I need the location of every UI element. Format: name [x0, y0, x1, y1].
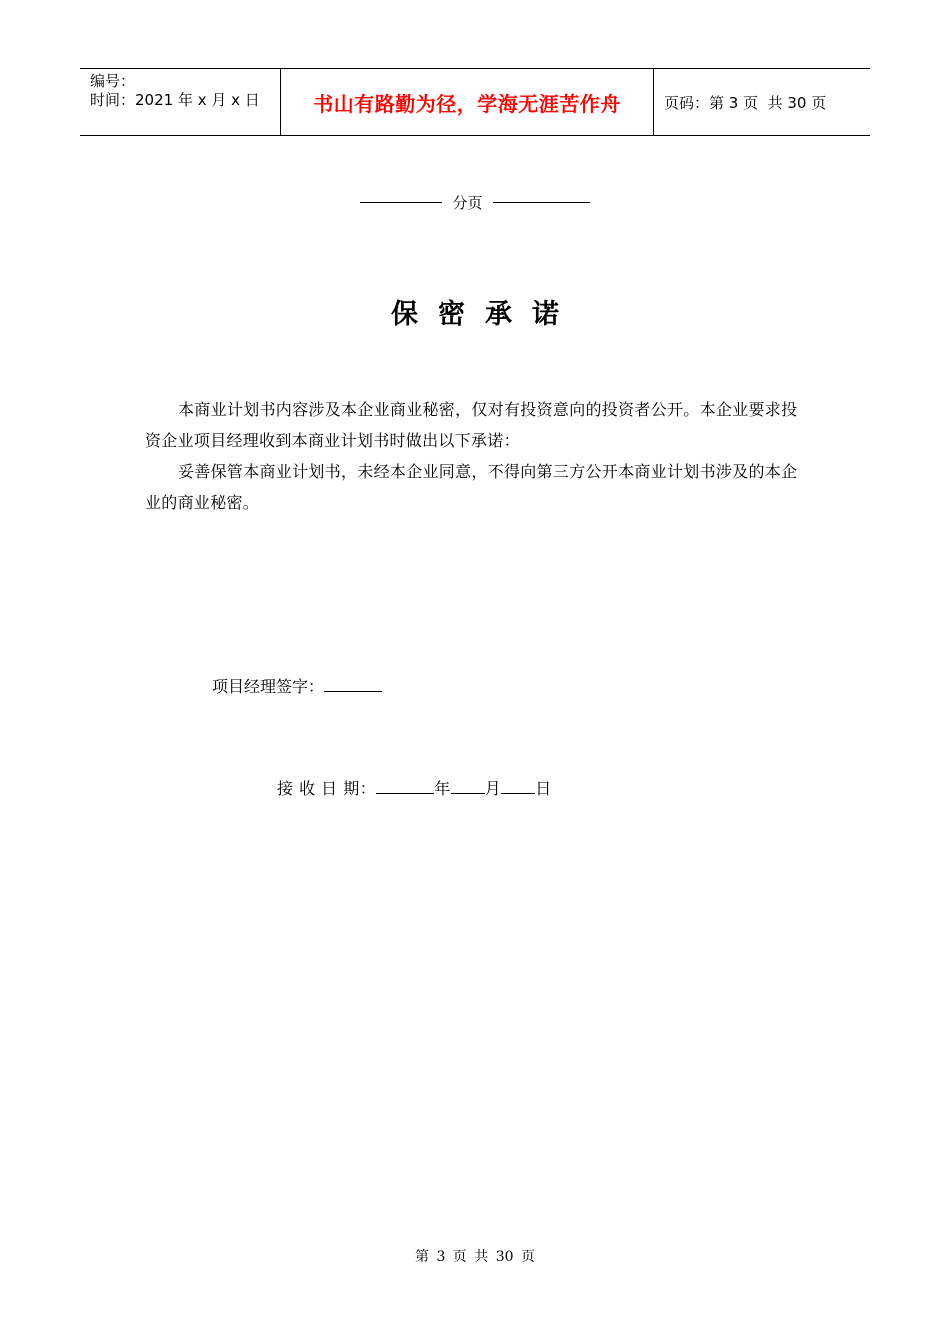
receipt-day-label: 日	[535, 779, 552, 798]
header-motto: 书山有路勤为径，学海无涯苦作舟	[281, 69, 654, 135]
receipt-month-blank[interactable]	[451, 777, 485, 794]
document-title: 保密承诺	[391, 299, 579, 330]
receipt-month-label: 月	[484, 779, 502, 798]
header-meta-cell	[80, 69, 281, 135]
page-break-marker	[0, 192, 950, 213]
header-page-info: 页码：第 3 页 共 30 页	[664, 93, 827, 112]
receipt-day-blank[interactable]	[501, 777, 535, 794]
page-break-line-right	[493, 202, 590, 203]
header-table	[80, 68, 870, 136]
header-time-label: 时间：2021 年 x 月 x 日	[90, 91, 260, 109]
receipt-year-blank[interactable]	[376, 777, 434, 794]
body-paragraph: 妥善保管本商业计划书，未经本企业同意，不得向第三方公开本商业计划书涉及的本企业的商业秘密。	[145, 462, 798, 512]
document-body	[145, 394, 810, 518]
receipt-date-line	[277, 776, 552, 799]
page-break-label: 分页	[452, 194, 483, 212]
manager-signature-label: 项目经理签字：	[212, 677, 325, 696]
page-break-line-left	[360, 202, 442, 203]
header-number-label: 编号：	[90, 72, 136, 90]
page-footer: 第 3 页 共 30 页	[415, 1249, 535, 1265]
manager-signature-blank[interactable]	[324, 675, 382, 692]
manager-signature-line	[212, 674, 382, 697]
receipt-year-label: 年	[434, 779, 451, 798]
body-paragraph: 本商业计划书内容涉及本企业商业秘密，仅对有投资意向的投资者公开。本企业要求投资企业项目经理收到本商业计划书时做出以下承诺：	[145, 400, 798, 450]
receipt-date-label: 接 收 日 期：	[277, 779, 377, 798]
